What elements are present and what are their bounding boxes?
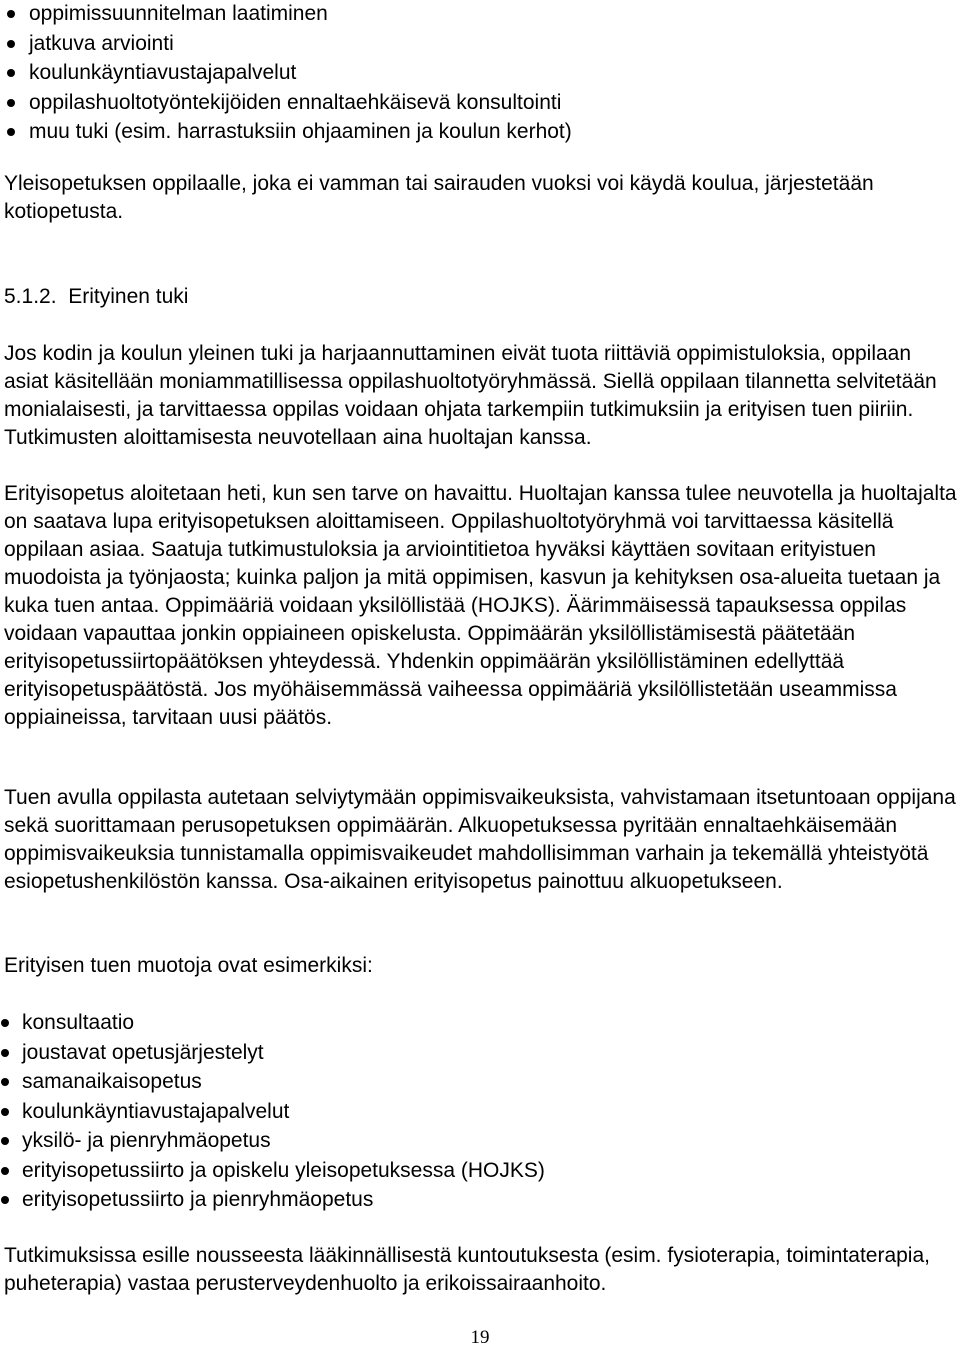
list-item: muu tuki (esim. harrastuksiin ohjaaminen ja koulun kerhot) bbox=[3, 118, 572, 148]
list-item: erityisopetussiirto ja pienryhmäopetus bbox=[0, 1186, 545, 1216]
paragraph-special-education: Erityisopetus aloitetaan heti, kun sen tarve on havaittu. Huoltajan kanssa tulee neuvotella ja huoltajalta on saatava lupa erityisopetuksen aloittamiseen. Oppilashuoltotyöryhmä voi tarvittaessa käsitellä oppilaan asiaa. Saatuja tutkimustuloksia ja arviointitietoa hyväksi käyttäen sovitaan erityistuen muodoista ja työnjaosta; kuinka paljon ja mitä oppimisen, kasvun ja kehityksen osa-alueita tuetaan ja kuka tuen antaa. Oppimääriä voidaan yksilöllistää (HOJKS). Äärimmäisessä tapauksessa oppilas voidaan vapauttaa jonkin oppiaineen opiskelusta. Oppimäärän yksilöllistämisestä päätetään erityisopetussiirtopäätöksen yhteydessä. Yhdenkin oppimäärän yksilöllistäminen edellyttää erityisopetuspäätöstä. Jos myöhäisemmässä vaiheessa oppimääriä yksilöllistetään useammissa oppiaineissa, tarvitaan uusi päätös. bbox=[4, 482, 957, 729]
support-measures-list bbox=[3, 0, 572, 148]
list-item: yksilö- ja pienryhmäopetus bbox=[0, 1127, 545, 1157]
page-number: 19 bbox=[470, 1327, 490, 1348]
list-item: jatkuva arviointi bbox=[3, 30, 572, 60]
section-title: Erityinen tuki bbox=[68, 285, 189, 308]
list-item: koulunkäyntiavustajapalvelut bbox=[0, 1098, 545, 1128]
list-item: samanaikaisopetus bbox=[0, 1068, 545, 1098]
list-item: konsultaatio bbox=[0, 1009, 545, 1039]
paragraph-support-process: Jos kodin ja koulun yleinen tuki ja harjaannuttaminen eivät tuota riittäviä oppimistuloksia, oppilaan asiat käsitellään moniammatillisessa oppilashuoltotyöryhmässä. Siellä oppilaan tilannetta selvitetään monialaisesti, ja tarvittaessa oppilas voidaan ohjata tarkempiin tutkimuksiin ja erityisen tuen piiriin. Tutkimusten aloittamisesta neuvotellaan aina huoltajan kanssa. bbox=[4, 342, 937, 449]
paragraph-medical-rehabilitation: Tutkimuksissa esille nousseesta lääkinnällisestä kuntoutuksesta (esim. fysioterapia, toimintaterapia, puheterapia) vastaa perusterveydenhuolto ja erikoissairaanhoito. bbox=[4, 1244, 930, 1295]
list-item: oppimissuunnitelman laatiminen bbox=[3, 0, 572, 30]
list-item: koulunkäyntiavustajapalvelut bbox=[3, 59, 572, 89]
forms-intro: Erityisen tuen muotoja ovat esimerkiksi: bbox=[4, 954, 373, 977]
section-heading bbox=[4, 283, 188, 311]
list-item: joustavat opetusjärjestelyt bbox=[0, 1039, 545, 1069]
list-item: erityisopetussiirto ja opiskelu yleisopetuksessa (HOJKS) bbox=[0, 1157, 545, 1187]
support-forms-list bbox=[0, 1009, 545, 1216]
paragraph-support-goals: Tuen avulla oppilasta autetaan selviytymään oppimisvaikeuksista, vahvistamaan itsetuntoaan oppijana sekä suorittamaan perusopetuksen oppimäärän. Alkuopetuksessa pyritään ennaltaehkäisemään oppimisvaikeuksia tunnistamalla oppimisvaikeudet mahdollisimman varhain ja tekemällä yhteistyötä esiopetushenkilöstön kanssa. Osa-aikainen erityisopetus painottuu alkuopetukseen. bbox=[4, 786, 956, 893]
section-number: 5.1.2. bbox=[4, 285, 57, 308]
list-item: oppilashuoltotyöntekijöiden ennaltaehkäisevä konsultointi bbox=[3, 89, 572, 119]
home-teaching-paragraph: Yleisopetuksen oppilaalle, joka ei vamman tai sairauden vuoksi voi käydä koulua, järjestetään kotiopetusta. bbox=[4, 172, 874, 223]
